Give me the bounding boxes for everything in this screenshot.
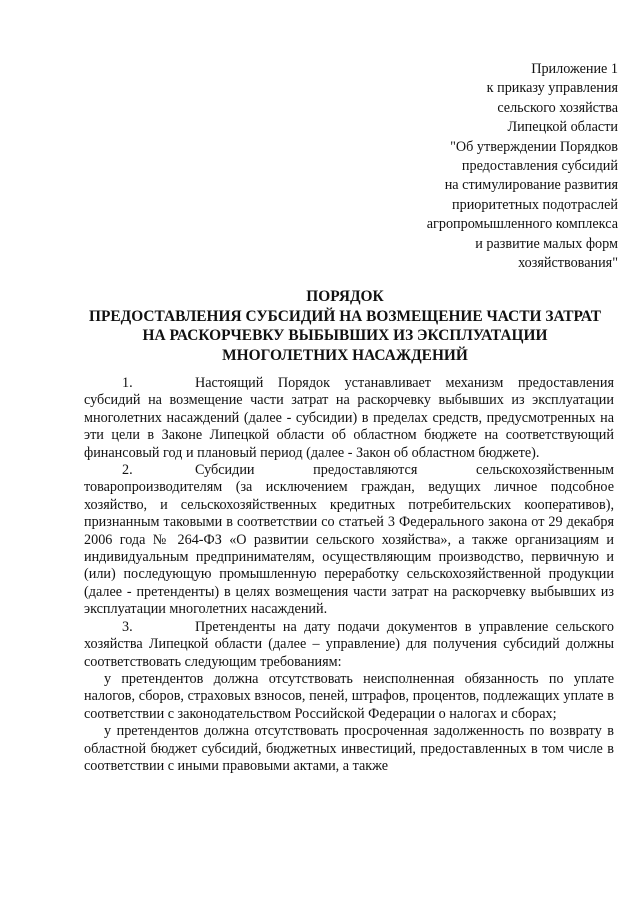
appendix-line: к приказу управления xyxy=(486,80,618,97)
appendix-line: на стимулирование развития xyxy=(444,177,618,194)
paragraph-number: 1. xyxy=(122,375,133,391)
paragraph-text: у претендентов должна отсутствовать просроченная задолженность по возврату в областной бюджет субсидий, бюджетных инвестиций, предоставленных в том числе в соответствии с иными правовыми актами, а также xyxy=(84,723,614,774)
appendix-line: Липецкой области xyxy=(507,119,618,136)
paragraph-number: 2. xyxy=(122,462,133,479)
title-line: ПОРЯДОК xyxy=(306,288,384,305)
document-body xyxy=(84,375,614,775)
title-line: МНОГОЛЕТНИХ НАСАЖДЕНИЙ xyxy=(222,346,468,364)
appendix-line: и развитие малых форм xyxy=(475,235,618,252)
title-line: ПРЕДОСТАВЛЕНИЯ СУБСИДИЙ НА ВОЗМЕЩЕНИЕ ЧАСТИ ЗАТРАТ xyxy=(89,307,601,325)
requirement-item xyxy=(84,723,614,775)
title-line: НА РАСКОРЧЕВКУ ВЫБЫВШИХ ИЗ ЭКСПЛУАТАЦИИ xyxy=(142,327,548,345)
paragraph-1 xyxy=(84,375,614,462)
appendix-line: сельского хозяйства xyxy=(497,99,618,116)
requirement-item xyxy=(84,671,614,723)
appendix-line: приоритетных подотраслей xyxy=(452,196,618,213)
document-title xyxy=(60,287,630,365)
paragraph-text: Настоящий Порядок устанавливает механизм предоставления субсидий на возмещение части затрат на раскорчевку выбывших из эксплуатации многолетних насаждений (далее - субсидии) в пределах средств, предусмотренных на эти цели в Законе Липецкой области об областном бюджете на соответствующий финансовый год и плановый период (далее - Закон об областном бюджете). xyxy=(84,375,614,461)
appendix-header xyxy=(318,60,618,273)
paragraph-text: Субсидии предоставляются сельскохозяйственным товаропроизводителям (за исключением граждан, ведущих личное подсобное хозяйство, и сельскохозяйственных кредитных потребительских кооперативов), признанным таковыми в соответствии со статьей 3 Федерального закона от 29 декабря 2006 года № 264-ФЗ «О развитии сельского хозяйства», а также организациям и индивидуальным предпринимателям, осуществляющим производство, первичную и (или) последующую промышленную переработку сельскохозяйственной продукции (далее - претенденты) в целях возмещения части затрат на раскорчевку выбывших из эксплуатации многолетних насаждений. xyxy=(84,462,614,618)
appendix-line: агропромышленного комплекса xyxy=(426,216,618,233)
paragraph-text: Претенденты на дату подачи документов в управление сельского хозяйства Липецкой области (далее – управление) для получения субсидий должны соответствовать следующим требованиям: xyxy=(84,618,614,670)
paragraph-3 xyxy=(84,619,614,671)
appendix-line: Приложение 1 xyxy=(531,61,618,77)
appendix-line: "Об утверждении Порядков xyxy=(450,138,618,155)
appendix-line: предоставления субсидий xyxy=(461,158,618,175)
appendix-line: хозяйствования" xyxy=(518,255,618,272)
paragraph-2 xyxy=(84,462,614,619)
paragraph-text: у претендентов должна отсутствовать неисполненная обязанность по уплате налогов, сборов, страховых взносов, пеней, штрафов, процентов, подлежащих уплате в соответствии с законодательством Российской Федерации о налогах и сборах; xyxy=(84,670,614,722)
paragraph-number: 3. xyxy=(122,618,133,635)
